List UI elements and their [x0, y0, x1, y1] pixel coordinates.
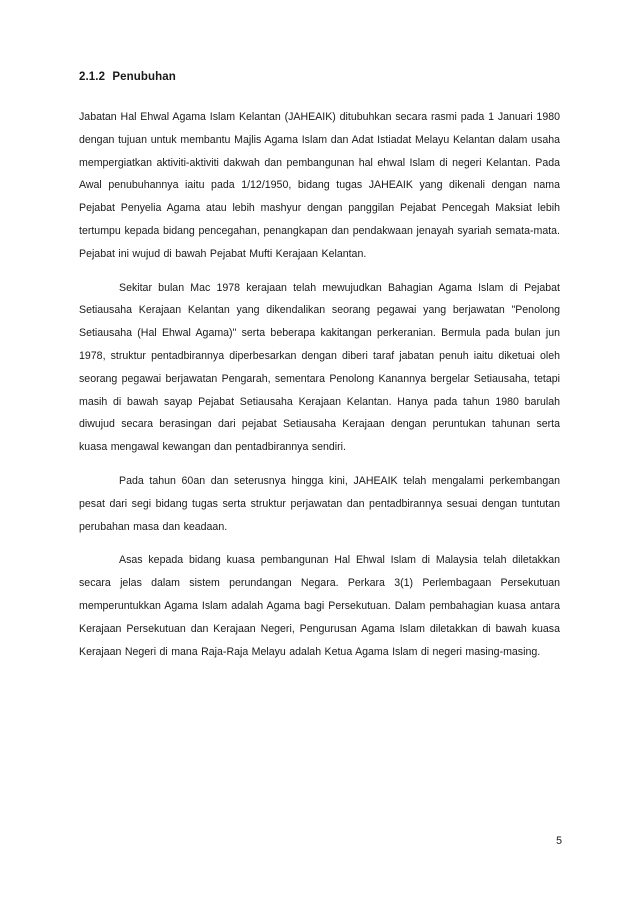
paragraph-1: Jabatan Hal Ehwal Agama Islam Kelantan (JAHEAIK) ditubuhkan secara rasmi pada 1 Januari 1980 dengan tujuan untuk membantu Majlis Agama Islam dan Adat Istiadat Melayu Kelantan dalam usaha mempergiatkan aktiviti-aktiviti dakwah dan pembangunan hal ehwal Islam di negeri Kelantan. Pada Awal penubuhannya iaitu pada 1/12/1950, bidang tugas JAHEAIK yang dikenali dengan nama Pejabat Penyelia Agama atau lebih mashyur dengan panggilan Pejabat Pencegah Maksiat lebih tertumpu kepada bidang pencegahan, penangkapan dan pendakwaan jenayah syariah semata-mata. Pejabat ini wujud di bawah Pejabat Mufti Kerajaan Kelantan.	[79, 111, 560, 260]
section-heading	[79, 70, 560, 84]
page-content	[79, 70, 560, 663]
section-number: 2.1.2	[79, 71, 106, 83]
paragraph-3: Pada tahun 60an dan seterusnya hingga kini, JAHEAIK telah mengalami perkembangan pesat dari segi bidang tugas serta struktur perjawatan dan pentadbirannya sesuai dengan tuntutan perubahan masa dan keadaan.	[79, 474, 560, 533]
paragraph-4: Asas kepada bidang kuasa pembangunan Hal Ehwal Islam di Malaysia telah diletakkan secara jelas dalam sistem perundangan Negara. Perkara 3(1) Perlembagaan Persekutuan memperuntukkan Agama Islam adalah Agama bagi Persekutuan. Dalam pembahagian kuasa antara Kerajaan Persekutuan dan Kerajaan Negeri, Pengurusan Agama Islam diletakkan di bawah kuasa Kerajaan Negeri di mana Raja-Raja Melayu adalah Ketua Agama Islam di negeri masing-masing.	[79, 554, 560, 658]
section-title: Penubuhan	[112, 71, 176, 83]
paragraph-2: Sekitar bulan Mac 1978 kerajaan telah mewujudkan Bahagian Agama Islam di Pejabat Setiausaha Kerajaan Kelantan yang dikendalikan seorang pegawai yang berjawatan "Penolong Setiausaha (Hal Ehwal Agama)" serta beberapa kakitangan perkeranian. Bermula pada bulan jun 1978, struktur pentadbirannya diperbesarkan dengan diberi taraf jabatan penuh iaitu diketuai oleh seorang pegawai berjawatan Pengarah, sementara Penolong Kanannya bergelar Setiausaha, tetapi masih di bawah sayap Pejabat Setiausaha Kerajaan Kelantan. Hanya pada tahun 1980 barulah diwujud secara berasingan dari pejabat Setiausaha Kerajaan dengan peruntukan tahunan serta kuasa mengawal kewangan dan pentadbirannya sendiri.	[79, 281, 560, 454]
page-number: 5	[556, 835, 562, 847]
